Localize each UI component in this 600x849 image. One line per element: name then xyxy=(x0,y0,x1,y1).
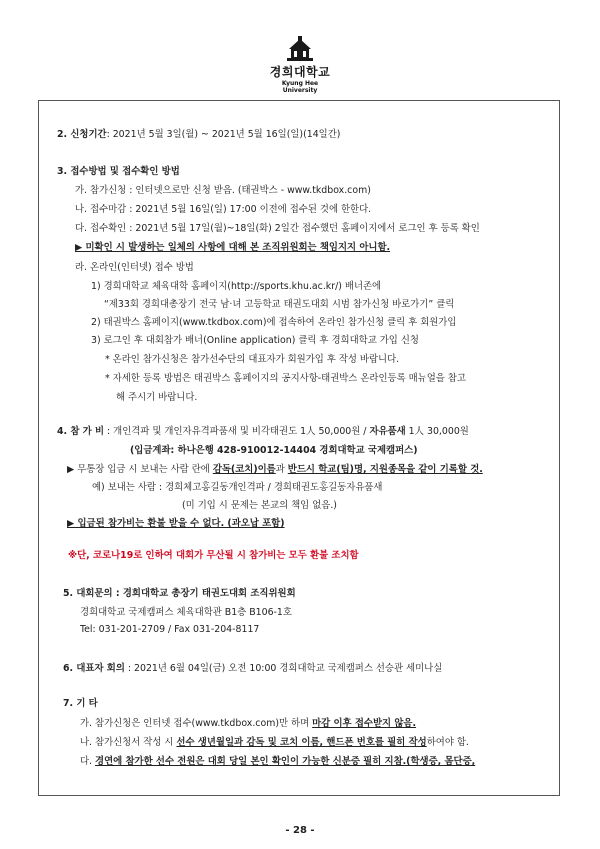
section-5-address: 경희대학교 국제캠퍼스 체육대학관 B1층 B106-1호 xyxy=(80,607,292,618)
section-4-freestyle-label: 자유품새 xyxy=(369,426,406,437)
section-4-covid-refund: ※단, 코로나19로 인하여 대회가 무산될 시 참가비는 모두 환불 조치함 xyxy=(68,550,359,561)
section-3-step-3: 3) 로그인 후 대회참가 배너(Online application) 클릭 후 경희대학교 가입 신청 xyxy=(91,335,419,346)
section-3-note-2b: 해 주시기 바랍니다. xyxy=(116,392,198,403)
section-4-example-note: (미 기입 시 문제는 본교의 책임 없음.) xyxy=(182,500,337,511)
section-4-freestyle-fee: 1人 30,000원 xyxy=(408,426,469,437)
section-4-no-refund: ▶ 입금된 참가비는 환불 받을 수 없다. (과오납 포함) xyxy=(67,518,285,529)
section-2-period xyxy=(57,126,340,140)
section-3-item-c: 다. 접수확인 : 2021년 5월 17일(월)~18일(화) 2일간 접수했던 홈페이지에서 로그인 후 등록 확인 xyxy=(75,223,480,234)
section-7-heading: 7. 기 타 xyxy=(63,698,98,709)
section-7-item-c-prefix: 다. xyxy=(80,756,93,767)
section-2-heading: 2. 신청기간 xyxy=(57,129,107,140)
section-3-item-a: 가. 참가신청 : 인터넷으로만 신청 받음. (태권박스 - www.tkdbox.com) xyxy=(75,185,371,196)
section-5-heading: 5. 대회문의 : 경희대학교 총장기 태권도대회 조직위원회 xyxy=(63,588,296,599)
section-4-heading: 4. 참 가 비 xyxy=(57,426,105,437)
section-7-item-b-text: 나. 참가신청서 작성 시 xyxy=(80,737,174,748)
section-6-meeting xyxy=(63,660,442,674)
section-7-item-a-text: 가. 참가신청은 인터넷 접수(www.tkdbox.com)만 하며 xyxy=(80,718,310,729)
section-4-example: 예) 보내는 사람 : 경희체고홍길동개인격파 / 경희태권도홍길동자유품새 xyxy=(92,482,383,493)
section-7-item-b-suffix: 하여야 함. xyxy=(426,737,469,748)
section-3-step-1b: “제33회 경희대총장기 전국 남·녀 고등학교 태권도대회 시범 참가신청 바로가기” 클릭 xyxy=(104,299,455,310)
section-3-step-1a: 1) 경희대학교 체육대학 홈페이지(http://sports.khu.ac.kr/) 배너존에 xyxy=(91,281,382,292)
university-logo xyxy=(268,36,332,94)
section-7-item-c-emphasis: 경연에 참가한 선수 전원은 대회 당일 본인 확인이 가능한 신분증 필히 지참.(학생증, 몸단증, xyxy=(95,756,476,767)
remit-note-school-name: 반드시 학교(팀)명, 지원종목을 같이 기록할 것. xyxy=(287,464,483,475)
section-3-note-1: * 온라인 참가신청은 참가선수단의 대표자가 회원가입 후 작성 바랍니다. xyxy=(105,354,400,365)
remit-note-coach-name: 감독(코치)이름 xyxy=(212,464,276,475)
section-3-warning: ▶ 미확인 시 발생하는 일체의 사항에 대해 본 조직위원회는 책임지지 아니함. xyxy=(75,242,391,253)
section-4-account: (입금계좌: 하나은행 428-910012-14404 경희대학교 국제캠퍼스) xyxy=(130,445,418,456)
page-number: - 28 - xyxy=(285,825,315,836)
section-6-heading: 6. 대표자 회의 xyxy=(63,663,125,674)
section-7-item-a xyxy=(80,715,416,729)
section-3-heading: 3. 접수방법 및 접수확인 방법 xyxy=(57,166,180,177)
section-2-text: : 2021년 5월 3일(월) ~ 2021년 5월 16일(일)(14일간) xyxy=(106,129,341,140)
section-3-note-2a: * 자세한 등록 방법은 태권박스 홈페이지의 공지사항-태권박스 온라인등록 매뉴얼을 참고 xyxy=(105,373,466,384)
section-3-item-d: 라. 온라인(인터넷) 접수 방법 xyxy=(75,262,194,273)
section-5-phone: Tel: 031-201-2709 / Fax 031-204-8117 xyxy=(80,624,260,635)
section-7-item-a-emphasis: 마감 이후 접수받지 않음. xyxy=(312,718,417,729)
section-4-fees xyxy=(57,423,469,437)
section-3-item-b: 나. 접수마감 : 2021년 5월 16일(일) 17:00 이전에 접수된 것에 한한다. xyxy=(75,204,372,215)
section-7-item-b-emphasis: 선수 생년월일과 감독 및 코치 이름, 핸드폰 번호를 필히 작성 xyxy=(176,737,427,748)
section-7-item-b xyxy=(80,734,469,748)
section-6-text: : 2021년 6월 04일(금) 오전 10:00 경희대학교 국제캠퍼스 선승관 세미나실 xyxy=(127,663,443,674)
section-4-remit-note xyxy=(67,461,483,475)
remit-note-conj: 과 xyxy=(275,464,285,475)
section-4-fee-text: : 개인격파 및 개인자유격파품새 및 비각태권도 1人 50,000원 / xyxy=(107,426,367,437)
university-emblem-icon xyxy=(285,36,315,62)
section-3-step-2: 2) 태권박스 홈페이지(www.tkdbox.com)에 접속하여 온라인 참가신청 클릭 후 회원가입 xyxy=(91,317,457,328)
university-name-korean: 경희대학교 xyxy=(269,65,331,79)
remit-note-prefix: ▶ 무통장 입금 시 보내는 사람 란에 xyxy=(67,464,210,475)
section-7-item-c xyxy=(80,753,475,767)
university-name-english: Kyung Hee University xyxy=(281,80,319,94)
